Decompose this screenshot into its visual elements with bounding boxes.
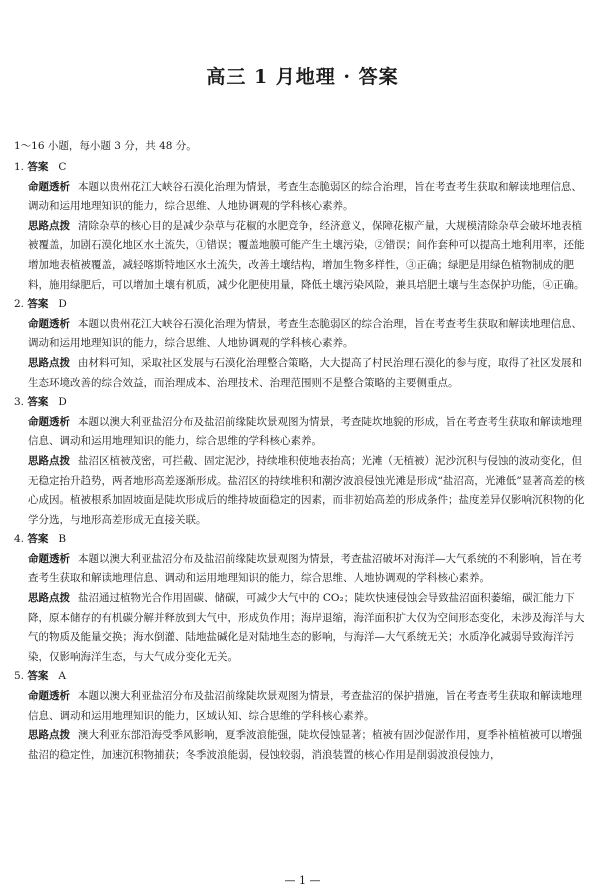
answer-value: C	[58, 161, 67, 173]
analysis-text: 本题以澳大利亚盐沼分布及盐沼前缘陡坎景观图为情景，考查盐沼破坏对海洋—大气系统的不利影响，旨在考查考生获取和解读地理信息、调动和运用地理知识的能力，综合思维、人地协调观的学科核心素养。	[28, 552, 582, 585]
question-number: 2.	[14, 298, 25, 311]
question-4	[14, 530, 590, 667]
answer-label: 答案	[27, 161, 49, 173]
page-number: — 1 —	[284, 874, 321, 887]
analysis-label: 命题透析	[28, 317, 70, 330]
question-1	[14, 158, 590, 295]
question-5	[14, 667, 590, 765]
analysis-text: 本题以澳大利亚盐沼分布及盐沼前缘陡坎景观图为情景，考查陡坎地貌的形成，旨在考查考生获取和解读地理信息、调动和运用地理知识的能力，综合思维的学科核心素养。	[28, 415, 582, 448]
analysis-text: 本题以贵州花江大峡谷石漠化治理为情景，考查生态脆弱区的综合治理，旨在考查考生获取和解读地理信息、调动和运用地理知识的能力，综合思维、人地协调观的学科核心素养。	[28, 317, 582, 350]
answer-label: 答案	[27, 396, 49, 409]
answer-label: 答案	[27, 298, 49, 311]
analysis-label: 命题透析	[28, 690, 70, 703]
hint-label: 思路点拨	[28, 219, 70, 232]
answer-list	[14, 158, 590, 765]
hint-text: 盐沼区植被茂密，可拦截、固定泥沙，持续堆积使地表抬高；光滩（无植被）泥沙沉积与侵蚀的波动变化，但无稳定抬升趋势，两者地形高差逐渐形成。盐沼区的持续堆积和潮汐波浪侵蚀光滩是形成“盐沼高，光滩低”显著高差的核心成因。植被根系加固坡面是陡坎形成后的维持坡面稳定的因素，而非初始高差的形成条件；盐度差异仅影响沉积物的化学分选，与地形高差形成无直接关联。	[28, 454, 585, 526]
hint-label: 思路点拨	[28, 729, 70, 742]
section-intro: 1～16 小题，每小题 3 分，共 48 分。	[14, 140, 197, 152]
page-title: 高三 1 月地理 · 答案	[206, 66, 399, 88]
answer-label: 答案	[27, 533, 49, 546]
analysis-text: 本题以贵州花江大峡谷石漠化治理为情景，考查生态脆弱区的综合治理，旨在考查考生获取和解读地理信息、调动和运用地理知识的能力，综合思维、人地协调观的学科核心素养。	[28, 180, 582, 213]
hint-label: 思路点拨	[28, 356, 70, 369]
answer-value: D	[58, 396, 67, 409]
analysis-label: 命题透析	[28, 180, 70, 193]
hint-text: 清除杂草的核心目的是减少杂草与花椒的水肥竞争，经济意义，保障花椒产量，大规模清除杂草会破坏地表植被覆盖，加剧石漠化地区水土流失，①错误；覆盖地膜可能产生土壤污染，②错误；间作套种可以提高土地利用率，还能增加地表植被覆盖，减轻喀斯特地区水土流失，改善土壤结构，增加生物多样性，③正确；绿肥是用绿色植物制成的肥料，施用绿肥后，可以增加土壤有机质，减少化肥使用量，降低土壤污染风险，兼具培肥土壤与生态保护功能，④正确。	[28, 219, 585, 291]
question-3	[14, 393, 590, 530]
hint-text: 由材料可知，采取社区发展与石漠化治理整合策略，大大提高了村民治理石漠化的参与度，取得了社区发展和生态环境改善的综合效益，而治理成本、治理技术、治理范围则不是整合策略的主要侧重点。	[28, 356, 582, 389]
analysis-label: 命题透析	[28, 552, 70, 565]
answer-value: D	[58, 298, 67, 311]
question-number: 3.	[14, 396, 25, 409]
question-2	[14, 295, 590, 393]
hint-label: 思路点拨	[28, 454, 70, 467]
answer-label: 答案	[27, 670, 49, 683]
answer-value: A	[58, 670, 66, 683]
hint-text: 澳大利亚东部沿海受季风影响，夏季波浪能强，陡坎侵蚀显著；植被有固沙促淤作用，夏季补植植被可以增强盐沼的稳定性，加速沉积物捕获；冬季波浪能弱，侵蚀较弱，消浪装置的核心作用是削弱波浪侵蚀力，	[28, 729, 582, 761]
question-number: 1.	[14, 161, 25, 173]
question-number: 4.	[14, 533, 25, 546]
hint-label: 思路点拨	[28, 592, 70, 605]
hint-text: 盐沼通过植物光合作用固碳、储碳，可减少大气中的 CO₂；陡坎快速侵蚀会导致盐沼面积萎缩，碳汇能力下降，原本储存的有机碳分解并释放到大气中，形成负作用；海岸退缩，海洋面积扩大仅为空间形态变化，未涉及海洋与大气的物质及能量交换；海水倒灌、陆地盐碱化是对陆地生态的影响，与海洋—大气系统无关；水质净化减弱导致海洋污染，仅影响海洋生态，与大气成分变化无关。	[28, 592, 585, 663]
analysis-text: 本题以澳大利亚盐沼分布及盐沼前缘陡坎景观图为情景，考查盐沼的保护措施，旨在考查考生获取和解读地理信息、调动和运用地理知识的能力，区域认知、综合思维的学科核心素养。	[28, 690, 582, 722]
question-number: 5.	[14, 670, 25, 683]
answer-value: B	[58, 533, 67, 546]
analysis-label: 命题透析	[28, 415, 70, 428]
